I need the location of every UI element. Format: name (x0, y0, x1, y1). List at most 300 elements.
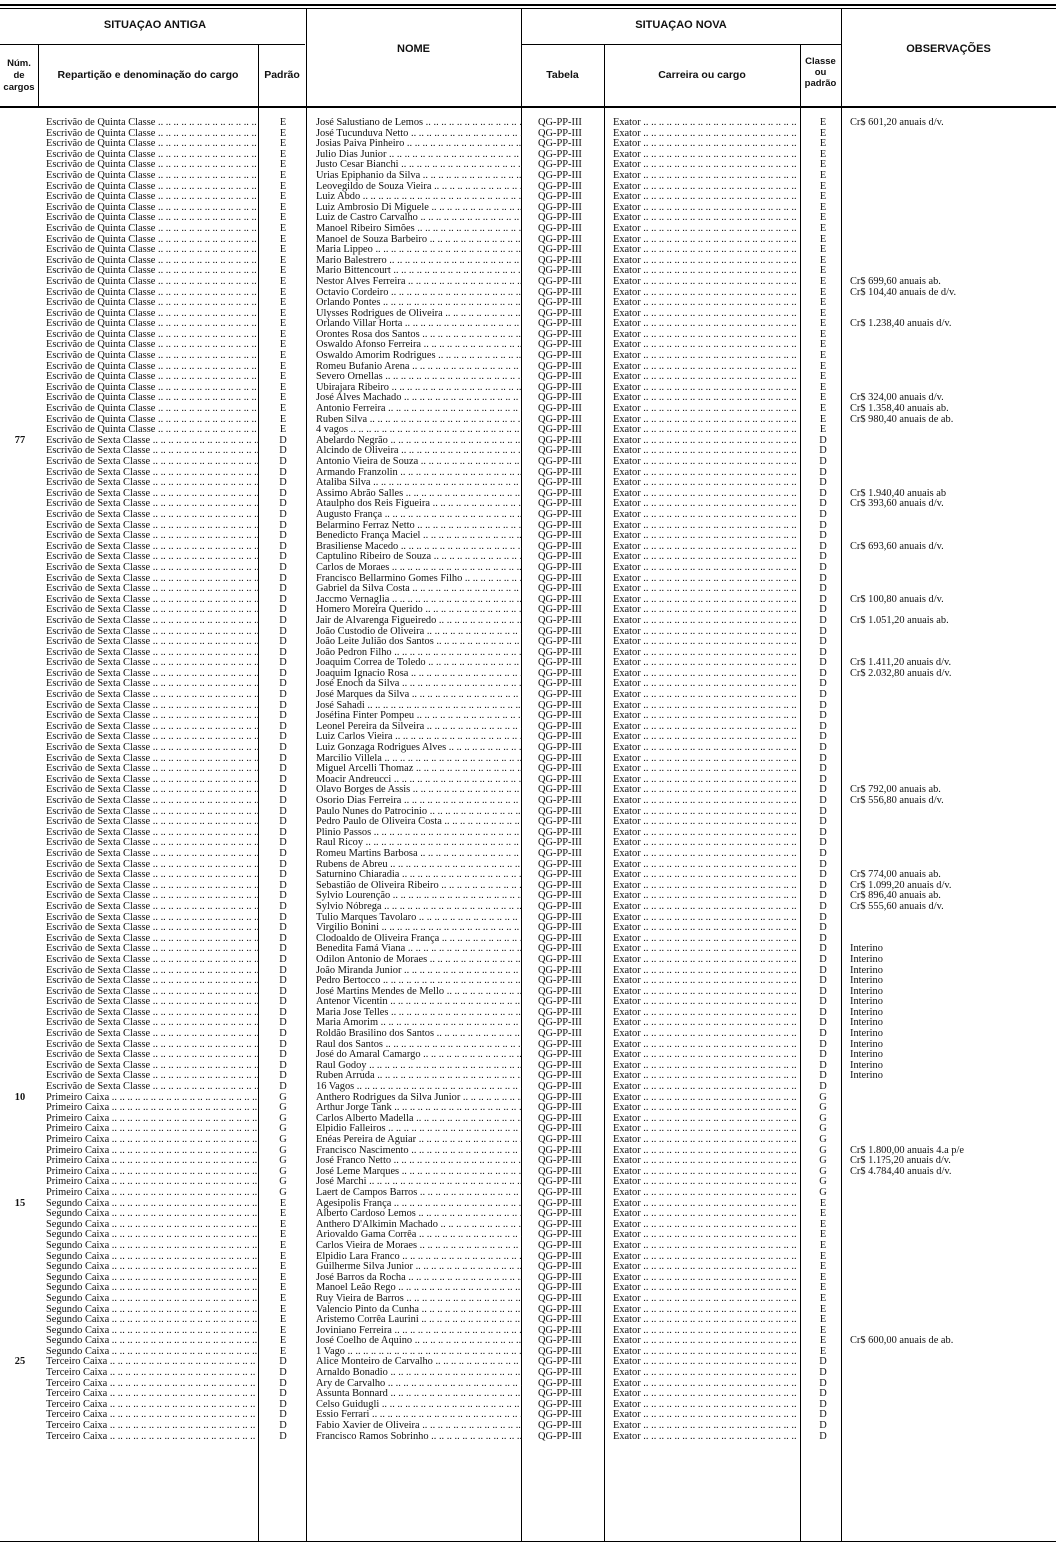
cell-classe: E (819, 160, 827, 171)
cell-tabela: QG-PP-III (538, 1399, 582, 1410)
cell-cargo: Escrivão de Quinta Classe .. .. (46, 182, 259, 193)
cell-cargo: Escrivão de Sexta Classe .. .. (46, 1050, 259, 1061)
table-row (0, 288, 1056, 299)
table-row (0, 362, 1056, 373)
cell-classe: E (819, 276, 827, 287)
cell-tabela: QG-PP-III (538, 774, 582, 785)
cell-classe: D (819, 711, 827, 722)
table-row (0, 1040, 1056, 1051)
cell-nome: Alcindo de Oliveira .. .. (316, 446, 522, 457)
cell-cargo: Escrivão de Sexta Classe .. .. (46, 997, 259, 1008)
cell-tabela: QG-PP-III (538, 1410, 582, 1421)
cell-tabela: QG-PP-III (538, 647, 582, 658)
cell-cargo: Escrivão de Sexta Classe .. .. (46, 987, 259, 998)
table-row (0, 1400, 1056, 1411)
table-row (0, 351, 1056, 362)
cell-nome: Rubens de Abreu .. .. (316, 860, 522, 871)
cell-tabela: QG-PP-III (538, 139, 582, 150)
cell-cargo: Escrivão de Quinta Classe .. .. (46, 383, 259, 394)
cell-carreira: Exator .. .. (613, 627, 799, 638)
cell-observacoes: Cr$ 1.358,40 anuais ab. (850, 404, 949, 415)
cell-observacoes: Cr$ 1.1?5,20 anuais d/v. (850, 1156, 951, 1167)
cell-carreira: Exator .. .. (613, 404, 799, 415)
cell-tabela: QG-PP-III (538, 1187, 582, 1198)
cell-padrao: E (279, 1293, 287, 1304)
cell-padrao: D (279, 1368, 287, 1379)
cell-tabela: QG-PP-III (538, 626, 582, 637)
cell-cargo: Escrivão de Quinta Classe .. .. (46, 245, 259, 256)
cell-observacoes: Interino (850, 944, 883, 955)
cell-classe: D (819, 1029, 827, 1040)
cell-padrao: E (279, 192, 287, 203)
cell-carreira: Exator .. .. (613, 966, 799, 977)
cell-classe: G (819, 1166, 827, 1177)
cell-padrao: D (279, 584, 287, 595)
cell-nome: Alberto Cardoso Lemos .. .. (316, 1209, 522, 1220)
cell-classe: D (819, 753, 827, 764)
cell-cargo: Escrivão de Sexta Classe .. .. (46, 521, 259, 532)
cell-classe: E (819, 382, 827, 393)
cell-nome: Joviniano Ferreira .. .. (316, 1326, 522, 1337)
cell-padrao: E (279, 160, 287, 171)
cell-padrao: D (279, 796, 287, 806)
cell-tabela: QG-PP-III (538, 234, 582, 245)
table-row (0, 775, 1056, 786)
cell-carreira: Exator .. .. (613, 1294, 799, 1305)
cell-carreira: Exator .. .. (613, 340, 799, 351)
cell-padrao: D (279, 912, 287, 923)
cell-nome: Orlando Pontes .. .. (316, 298, 522, 309)
cell-tabela: QG-PP-III (538, 901, 582, 912)
cell-nome: Sylvio Lourenção .. .. (316, 891, 522, 902)
cell-carreira: Exator .. .. (613, 1347, 799, 1358)
cell-tabela: QG-PP-III (538, 202, 582, 213)
cell-tabela: QG-PP-III (538, 827, 582, 838)
cell-tabela: QG-PP-III (538, 711, 582, 722)
cell-tabela: QG-PP-III (538, 1007, 582, 1018)
cell-nome: Manoel Ribeiro Simões .. .. (316, 224, 522, 235)
cell-tabela: QG-PP-III (538, 509, 582, 520)
cell-nome: Joaquim Correa de Toledo .. .. (316, 658, 522, 669)
cell-padrao: D (279, 690, 287, 701)
cell-observacoes: Interino (850, 1029, 883, 1040)
table-row (0, 1156, 1056, 1167)
cell-nome: Ataliba Silva .. .. (316, 478, 522, 489)
cell-classe: D (819, 1018, 827, 1029)
cell-tabela: QG-PP-III (538, 404, 582, 415)
cell-cargo: Segundo Caixa .. .. (46, 1294, 259, 1305)
cell-carreira: Exator .. .. (613, 701, 799, 712)
cell-padrao: E (279, 1209, 287, 1220)
col-divider-num (38, 44, 39, 106)
cell-padrao: D (279, 838, 287, 849)
cell-tabela: QG-PP-III (538, 1378, 582, 1389)
cell-padrao: D (279, 594, 287, 605)
cell-classe: D (819, 1378, 827, 1389)
cell-nome: Gabriel da Silva Costa .. .. (316, 584, 522, 595)
cell-carreira: Exator .. .. (613, 277, 799, 288)
cell-cargo: Escrivão de Quinta Classe .. .. (46, 298, 259, 309)
cell-tabela: QG-PP-III (538, 287, 582, 298)
cell-tabela: QG-PP-III (538, 1389, 582, 1400)
cell-padrao: D (279, 1050, 287, 1061)
cell-tabela: QG-PP-III (538, 308, 582, 319)
table-row (0, 256, 1056, 267)
cell-carreira: Exator .. .. (613, 807, 799, 818)
table-row (0, 182, 1056, 193)
cell-cargo: Segundo Caixa .. .. (46, 1209, 259, 1220)
cell-tabela: QG-PP-III (538, 1039, 582, 1050)
cell-observacoes: Interino (850, 1039, 883, 1050)
table-row (0, 690, 1056, 701)
cell-nome: José Martins Mendes de Mello .. .. (316, 987, 522, 998)
cell-classe: D (819, 584, 827, 595)
cell-nome: Arnaldo Bonadio .. .. (316, 1368, 522, 1379)
cell-carreira: Exator .. .. (613, 595, 799, 606)
cell-tabela: QG-PP-III (538, 912, 582, 923)
cell-carreira: Exator .. .. (613, 732, 799, 743)
cell-classe: D (819, 552, 827, 563)
table-row (0, 393, 1056, 404)
cell-nome: Anthero D'Alkimin Machado .. .. (316, 1220, 522, 1231)
cell-padrao: D (279, 552, 287, 563)
cell-padrao: E (279, 139, 287, 150)
header-tabela: Tabela (546, 69, 579, 81)
cell-classe: D (819, 912, 827, 923)
cell-classe: D (819, 880, 827, 891)
cell-tabela: QG-PP-III (538, 393, 582, 404)
cell-observacoes: Cr$ 601,20 anuais d/v. (850, 118, 944, 128)
table-row (0, 171, 1056, 182)
cell-tabela: QG-PP-III (538, 1304, 582, 1315)
cell-carreira: Exator .. .. (613, 923, 799, 934)
cell-classe: D (819, 774, 827, 785)
cell-tabela: QG-PP-III (538, 1262, 582, 1273)
cell-cargo: Escrivão de Sexta Classe .. .. (46, 648, 259, 659)
cell-classe: E (819, 118, 827, 128)
cell-tabela: QG-PP-III (538, 997, 582, 1008)
table-row (0, 1071, 1056, 1082)
cell-classe: G (819, 1145, 827, 1156)
cell-cargo: Primeiro Caixa .. .. (46, 1156, 259, 1167)
cell-cargo: Primeiro Caixa .. .. (46, 1167, 259, 1178)
cell-padrao: D (279, 870, 287, 881)
cell-classe: D (819, 594, 827, 605)
cell-observacoes: Interino (850, 976, 883, 987)
cell-nome: Josias Paiva Pinheiro .. .. (316, 139, 522, 150)
cell-observacoes: Cr$ 556,80 anuais d/v. (850, 796, 944, 806)
cell-padrao: E (279, 202, 287, 213)
cell-nome: Ubirajara Ribeiro .. .. (316, 383, 522, 394)
cell-classe: E (819, 329, 827, 340)
cell-padrao: E (279, 266, 287, 277)
cell-tabela: QG-PP-III (538, 1177, 582, 1188)
cell-nome: José do Amaral Camargo .. .. (316, 1050, 522, 1061)
table-row (0, 319, 1056, 330)
cell-padrao: D (279, 743, 287, 754)
cell-tabela: QG-PP-III (538, 1145, 582, 1156)
cell-tabela: QG-PP-III (538, 562, 582, 573)
cell-observacoes: Cr$ 393,60 anuais d/v. (850, 499, 944, 510)
cell-cargo: Segundo Caixa .. .. (46, 1241, 259, 1252)
cell-classe: E (819, 1230, 827, 1241)
cell-carreira: Exator .. .. (613, 1241, 799, 1252)
cell-cargo: Escrivão de Quinta Classe .. .. (46, 277, 259, 288)
cell-nome: Luiz Abdo .. .. (316, 192, 522, 203)
header-classe-line1: Classe (805, 56, 836, 67)
cell-padrao: D (279, 976, 287, 987)
cell-observacoes: Interino (850, 1060, 883, 1071)
cell-carreira: Exator .. .. (613, 499, 799, 510)
cell-padrao: E (279, 1283, 287, 1294)
cell-nome: Plinio Passos .. .. (316, 828, 522, 839)
table-row (0, 489, 1056, 500)
cell-classe: D (819, 615, 827, 626)
cell-cargo: Escrivão de Sexta Classe .. .. (46, 701, 259, 712)
cell-tabela: QG-PP-III (538, 1166, 582, 1177)
cell-cargo: Escrivão de Quinta Classe .. .. (46, 351, 259, 362)
table-row (0, 1029, 1056, 1040)
cell-cargo: Escrivão de Sexta Classe .. .. (46, 849, 259, 860)
cell-cargo: Segundo Caixa .. .. (46, 1252, 259, 1263)
cell-cargo: Escrivão de Quinta Classe .. .. (46, 362, 259, 373)
cell-nome: João Miranda Junior .. .. (316, 966, 522, 977)
cell-carreira: Exator .. .. (613, 1018, 799, 1029)
cell-classe: D (819, 1071, 827, 1082)
cell-nome: João Leite Julião dos Santos .. .. (316, 637, 522, 648)
cell-nome: Aristemo Corrêa Laurini .. .. (316, 1315, 522, 1326)
cell-carreira: Exator .. .. (613, 1040, 799, 1051)
header-situacao-antiga: SITUAÇAO ANTIGA (103, 19, 207, 31)
cell-padrao: D (279, 817, 287, 828)
cell-carreira: Exator .. .. (613, 637, 799, 648)
table-row (0, 1379, 1056, 1390)
cell-padrao: E (279, 181, 287, 192)
cell-classe: G (819, 1177, 827, 1188)
cell-cargo: Escrivão de Quinta Classe .. .. (46, 266, 259, 277)
cell-classe: E (819, 1283, 827, 1294)
cell-tabela: QG-PP-III (538, 1050, 582, 1061)
cell-classe: E (819, 425, 827, 436)
cell-tabela: QG-PP-III (538, 128, 582, 139)
cell-classe: E (819, 1262, 827, 1273)
table-row (0, 245, 1056, 256)
cell-nome: Raul dos Santos .. .. (316, 1040, 522, 1051)
cell-padrao: E (279, 298, 287, 309)
cell-cargo: Segundo Caixa .. .. (46, 1199, 259, 1210)
cell-padrao: D (279, 573, 287, 584)
cell-carreira: Exator .. .. (613, 881, 799, 892)
table-row (0, 150, 1056, 161)
cell-cargo: Escrivão de Sexta Classe .. .. (46, 1061, 259, 1072)
header-num-cargos-line3: cargos (3, 82, 35, 93)
table-row (0, 468, 1056, 479)
cell-cargo: Terceiro Caixa .. .. (46, 1357, 259, 1368)
table-row (0, 1146, 1056, 1157)
cell-nome: Pedro Paulo de Oliveira Costa .. .. (316, 817, 522, 828)
cell-padrao: E (279, 128, 287, 139)
cell-padrao: D (279, 891, 287, 902)
cell-cargo: Escrivão de Quinta Classe .. .. (46, 150, 259, 161)
cell-cargo: Terceiro Caixa .. .. (46, 1400, 259, 1411)
cell-classe: D (819, 933, 827, 944)
header-bottom-rule (0, 106, 1056, 108)
cell-observacoes: Cr$ 896,40 anuais ab. (850, 891, 941, 902)
cell-tabela: QG-PP-III (538, 552, 582, 563)
cell-tabela: QG-PP-III (538, 520, 582, 531)
cell-padrao: E (279, 234, 287, 245)
cell-cargo: Primeiro Caixa .. .. (46, 1188, 259, 1199)
cell-classe: E (819, 319, 827, 330)
cell-cargo: Primeiro Caixa .. .. (46, 1135, 259, 1146)
cell-nome: José Alves Machado .. .. (316, 393, 522, 404)
cell-tabela: QG-PP-III (538, 700, 582, 711)
cell-classe: D (819, 806, 827, 817)
cell-classe: D (819, 1357, 827, 1368)
table-row (0, 1188, 1056, 1199)
cell-nome: Manoel de Souza Barbeiro .. .. (316, 235, 522, 246)
cell-carreira: Exator .. .. (613, 1199, 799, 1210)
cell-cargo: Primeiro Caixa .. .. (46, 1146, 259, 1157)
cell-nome: Alice Monteiro de Carvalho .. .. (316, 1357, 522, 1368)
cell-padrao: D (279, 700, 287, 711)
cell-tabela: QG-PP-III (538, 213, 582, 224)
table-row (0, 849, 1056, 860)
table-row (0, 976, 1056, 987)
cell-nome: Valencio Pinto da Cunha .. .. (316, 1305, 522, 1316)
header-reparticao: Repartição e denominação do cargo (57, 69, 239, 81)
cell-num: 25 (14, 1357, 26, 1368)
cell-carreira: Exator .. .. (613, 679, 799, 690)
cell-classe: D (819, 954, 827, 965)
cell-nome: Essio Ferrari .. .. (316, 1410, 522, 1421)
cell-padrao: D (279, 605, 287, 616)
header-subrule-right (521, 44, 841, 45)
cell-cargo: Escrivão de Quinta Classe .. .. (46, 160, 259, 171)
cell-padrao: G (279, 1092, 287, 1103)
cell-nome: Tulio Marques Tavolaro .. .. (316, 913, 522, 924)
table-row (0, 595, 1056, 606)
cell-nome: Leovegildo de Souza Vieira .. .. (316, 182, 522, 193)
table-row (0, 1230, 1056, 1241)
cell-nome: Luiz de Castro Carvalho .. .. (316, 213, 522, 224)
cell-nome: Raul Godoy .. .. (316, 1061, 522, 1072)
cell-tabela: QG-PP-III (538, 785, 582, 796)
cell-nome: José Tucunduva Netto .. .. (316, 129, 522, 140)
table-row (0, 838, 1056, 849)
table-row (0, 679, 1056, 690)
cell-carreira: Exator .. .. (613, 849, 799, 860)
table-row (0, 891, 1056, 902)
cell-classe: D (819, 732, 827, 743)
cell-carreira: Exator .. .. (613, 521, 799, 532)
table-row (0, 764, 1056, 775)
cell-classe: E (819, 1336, 827, 1347)
cell-observacoes: Cr$ 600,00 anuais de ab. (850, 1336, 954, 1347)
cell-nome: Virgilio Bonini .. .. (316, 923, 522, 934)
cell-tabela: QG-PP-III (538, 1230, 582, 1241)
cell-tabela: QG-PP-III (538, 255, 582, 266)
cell-carreira: Exator .. .. (613, 817, 799, 828)
cell-carreira: Exator .. .. (613, 266, 799, 277)
cell-tabela: QG-PP-III (538, 1421, 582, 1432)
cell-padrao: D (279, 658, 287, 669)
cell-tabela: QG-PP-III (538, 838, 582, 849)
cell-classe: D (819, 1060, 827, 1071)
cell-tabela: QG-PP-III (538, 361, 582, 372)
cell-cargo: Escrivão de Sexta Classe .. .. (46, 966, 259, 977)
cell-carreira: Exator .. .. (613, 1357, 799, 1368)
cell-nome: Paulo Nunes do Patrocinio .. .. (316, 807, 522, 818)
cell-carreira: Exator .. .. (613, 754, 799, 765)
header-subrule-left (0, 44, 305, 45)
table-row (0, 701, 1056, 712)
cell-observacoes: Cr$ 792,00 anuais ab. (850, 785, 941, 796)
cell-carreira: Exator .. .. (613, 372, 799, 383)
cell-nome: José Salustiano de Lemos .. .. (316, 118, 522, 129)
cell-tabela: QG-PP-III (538, 880, 582, 891)
cell-carreira: Exator .. .. (613, 1379, 799, 1390)
table-row (0, 574, 1056, 585)
table-row (0, 870, 1056, 881)
cell-nome: Francisco Nascimento .. .. (316, 1146, 522, 1157)
cell-observacoes: Interino (850, 1071, 883, 1082)
cell-nome: Benedicto França Maciel .. .. (316, 531, 522, 542)
cell-cargo: Escrivão de Sexta Classe .. .. (46, 510, 259, 521)
cell-padrao: E (279, 319, 287, 330)
cell-carreira: Exator .. .. (613, 1273, 799, 1284)
table-row (0, 955, 1056, 966)
cell-nome: João Custodio de Oliveira .. .. (316, 627, 522, 638)
cell-carreira: Exator .. .. (613, 1167, 799, 1178)
cell-carreira: Exator .. .. (613, 362, 799, 373)
cell-classe: G (819, 1103, 827, 1114)
cell-nome: Maria Lippeo .. .. (316, 245, 522, 256)
table-row (0, 1209, 1056, 1220)
cell-carreira: Exator .. .. (613, 1336, 799, 1347)
cell-carreira: Exator .. .. (613, 1061, 799, 1072)
cell-observacoes: Interino (850, 1050, 883, 1061)
cell-nome: Odilon Antonio de Moraes .. .. (316, 955, 522, 966)
cell-padrao: E (279, 223, 287, 234)
cell-tabela: QG-PP-III (538, 488, 582, 499)
table-row (0, 1061, 1056, 1072)
cell-padrao: E (279, 1272, 287, 1283)
cell-tabela: QG-PP-III (538, 954, 582, 965)
cell-cargo: Escrivão de Sexta Classe .. .. (46, 468, 259, 479)
cell-padrao: D (279, 774, 287, 785)
cell-classe: E (819, 234, 827, 245)
table-row (0, 817, 1056, 828)
cell-carreira: Exator .. .. (613, 838, 799, 849)
cell-classe: D (819, 647, 827, 658)
cell-carreira: Exator .. .. (613, 722, 799, 733)
cell-padrao: D (279, 944, 287, 955)
cell-classe: D (819, 1007, 827, 1018)
table-row (0, 828, 1056, 839)
cell-cargo: Escrivão de Sexta Classe .. .. (46, 1018, 259, 1029)
cell-nome: Raul Ricoy .. .. (316, 838, 522, 849)
cell-padrao: D (279, 478, 287, 489)
table-row (0, 711, 1056, 722)
cell-classe: D (819, 531, 827, 542)
table-row (0, 298, 1056, 309)
cell-carreira: Exator .. .. (613, 1389, 799, 1400)
cell-cargo: Escrivão de Sexta Classe .. .. (46, 595, 259, 606)
cell-classe: D (819, 499, 827, 510)
table-row (0, 627, 1056, 638)
table-row (0, 881, 1056, 892)
